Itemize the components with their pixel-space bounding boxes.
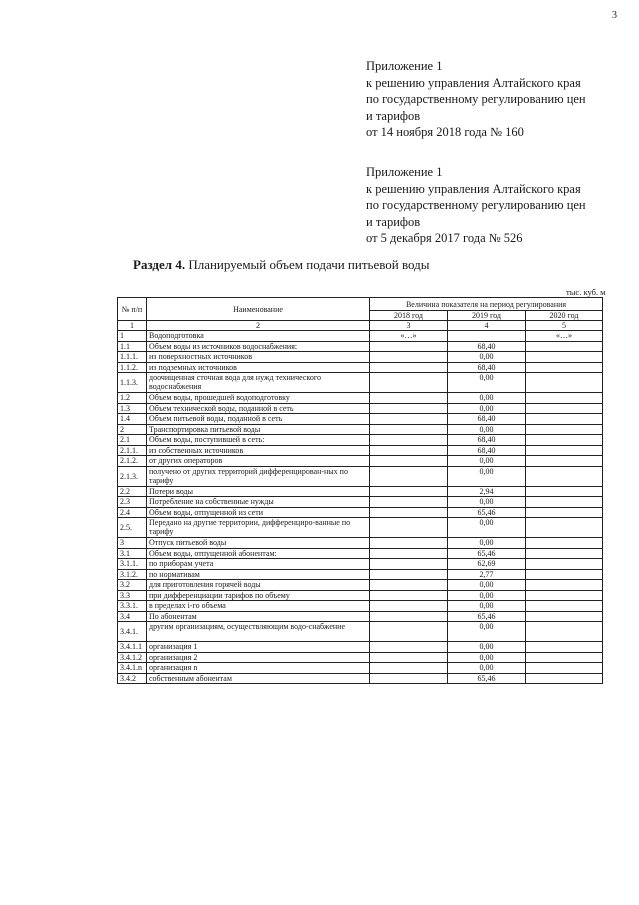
row-value-2020 bbox=[526, 435, 603, 446]
row-value-2020 bbox=[526, 445, 603, 456]
row-value-2018 bbox=[370, 590, 448, 601]
row-name-cell: из подземных источников bbox=[147, 362, 370, 373]
row-value-2018 bbox=[370, 673, 448, 684]
row-value-2018 bbox=[370, 538, 448, 549]
row-value-2019: 0,00 bbox=[448, 456, 526, 467]
annex-line: к решению управления Алтайского края bbox=[366, 181, 581, 196]
row-value-2019: 0,00 bbox=[448, 518, 526, 538]
annex-line: Приложение 1 bbox=[366, 59, 443, 73]
page-number: 3 bbox=[612, 10, 617, 21]
row-value-2018 bbox=[370, 466, 448, 486]
table-row bbox=[118, 424, 603, 435]
row-num-cell: 1.1.3. bbox=[118, 373, 147, 393]
table-row bbox=[118, 486, 603, 497]
row-value-2019: 0,00 bbox=[448, 590, 526, 601]
row-value-2019: 0,00 bbox=[448, 466, 526, 486]
row-value-2020 bbox=[526, 611, 603, 622]
row-value-2019: 0,00 bbox=[448, 393, 526, 404]
row-value-2019: 65,46 bbox=[448, 673, 526, 684]
row-value-2020 bbox=[526, 642, 603, 653]
row-value-2018 bbox=[370, 362, 448, 373]
row-value-2019: 68,40 bbox=[448, 341, 526, 352]
water-supply-table bbox=[117, 297, 603, 684]
row-value-2020 bbox=[526, 559, 603, 570]
row-value-2018 bbox=[370, 497, 448, 508]
table-body bbox=[118, 331, 603, 684]
row-num-cell: 2.2 bbox=[118, 486, 147, 497]
table-row bbox=[118, 362, 603, 373]
row-value-2020 bbox=[526, 538, 603, 549]
header-year-2020: 2020 год bbox=[526, 311, 603, 321]
row-value-2018 bbox=[370, 486, 448, 497]
annex-line: от 14 ноября 2018 года № 160 bbox=[366, 125, 524, 139]
section-label: Раздел 4. bbox=[133, 257, 186, 272]
row-num-cell: 2.1.2. bbox=[118, 456, 147, 467]
table-row bbox=[118, 414, 603, 425]
row-name-cell: Объем воды, отпущенной из сети bbox=[147, 507, 370, 518]
row-value-2019: 0,00 bbox=[448, 373, 526, 393]
row-name-cell: от других операторов bbox=[147, 456, 370, 467]
row-value-2020 bbox=[526, 341, 603, 352]
row-value-2020 bbox=[526, 580, 603, 591]
table-row bbox=[118, 652, 603, 663]
table-row bbox=[118, 580, 603, 591]
table-row bbox=[118, 569, 603, 580]
table-row bbox=[118, 393, 603, 404]
row-name-cell: по приборам учета bbox=[147, 559, 370, 570]
row-name-cell: организация n bbox=[147, 663, 370, 674]
row-num-cell: 3.4.1.1 bbox=[118, 642, 147, 653]
table-row bbox=[118, 642, 603, 653]
row-name-cell: Передано на другие территории, дифференциро-ванные по тарифу bbox=[147, 518, 370, 538]
row-value-2019: 0,00 bbox=[448, 601, 526, 612]
index-cell: 1 bbox=[118, 321, 147, 331]
row-name-cell: доочищенная сточная вода для нужд технического водоснабжения bbox=[147, 373, 370, 393]
row-name-cell: другим организациям, осуществляющим водо-снабжение bbox=[147, 622, 370, 642]
row-value-2019: 0,00 bbox=[448, 580, 526, 591]
row-num-cell: 3.1 bbox=[118, 548, 147, 559]
row-value-2018 bbox=[370, 403, 448, 414]
table-row bbox=[118, 497, 603, 508]
row-value-2018 bbox=[370, 559, 448, 570]
row-value-2020 bbox=[526, 414, 603, 425]
row-name-cell: Объем воды из источников водоснабжения: bbox=[147, 341, 370, 352]
row-value-2019: 0,00 bbox=[448, 424, 526, 435]
row-num-cell: 3.1.1. bbox=[118, 559, 147, 570]
row-num-cell: 2.3 bbox=[118, 497, 147, 508]
row-value-2019: 0,00 bbox=[448, 538, 526, 549]
annex-line: к решению управления Алтайского края bbox=[366, 75, 581, 90]
row-value-2019: 0,00 bbox=[448, 403, 526, 414]
row-value-2018 bbox=[370, 548, 448, 559]
row-value-2018 bbox=[370, 642, 448, 653]
units-label: тыс. куб. м bbox=[566, 287, 606, 297]
row-num-cell: 1.2 bbox=[118, 393, 147, 404]
table-row bbox=[118, 373, 603, 393]
row-value-2018 bbox=[370, 663, 448, 674]
row-num-cell: 3.3 bbox=[118, 590, 147, 601]
index-cell: 4 bbox=[448, 321, 526, 331]
row-value-2019: 68,40 bbox=[448, 362, 526, 373]
row-value-2020 bbox=[526, 466, 603, 486]
row-name-cell: по нормативам bbox=[147, 569, 370, 580]
row-num-cell: 1 bbox=[118, 331, 147, 342]
annex-line: и тарифов bbox=[366, 108, 421, 123]
row-value-2020 bbox=[526, 601, 603, 612]
row-value-2019: 0,00 bbox=[448, 652, 526, 663]
row-name-cell: Объем воды, отпущенной абонентам: bbox=[147, 548, 370, 559]
header-name: Наименование bbox=[147, 298, 370, 321]
table-row bbox=[118, 466, 603, 486]
row-value-2020 bbox=[526, 663, 603, 674]
row-name-cell: для приготовления горячей воды bbox=[147, 580, 370, 591]
table-row bbox=[118, 663, 603, 674]
row-value-2020 bbox=[526, 424, 603, 435]
row-value-2020 bbox=[526, 362, 603, 373]
row-num-cell: 3.4.1.n bbox=[118, 663, 147, 674]
row-name-cell: Объем воды, поступившей в сеть: bbox=[147, 435, 370, 446]
row-value-2020 bbox=[526, 652, 603, 663]
row-name-cell: получено от других территорий дифференцирован-ных по тарифу bbox=[147, 466, 370, 486]
row-value-2020 bbox=[526, 403, 603, 414]
row-value-2018 bbox=[370, 652, 448, 663]
row-num-cell: 3.3.1. bbox=[118, 601, 147, 612]
row-num-cell: 1.4 bbox=[118, 414, 147, 425]
row-value-2019: 0,00 bbox=[448, 642, 526, 653]
row-name-cell: из собственных источников bbox=[147, 445, 370, 456]
row-value-2018 bbox=[370, 580, 448, 591]
row-name-cell: Объем технической воды, поданной в сеть bbox=[147, 403, 370, 414]
row-value-2019: 68,40 bbox=[448, 445, 526, 456]
row-num-cell: 3 bbox=[118, 538, 147, 549]
row-value-2020 bbox=[526, 486, 603, 497]
row-value-2018 bbox=[370, 622, 448, 642]
header-num: № п/п bbox=[118, 298, 147, 321]
annex-block-2 bbox=[366, 164, 586, 247]
annex-line: Приложение 1 bbox=[366, 165, 443, 179]
row-num-cell: 2 bbox=[118, 424, 147, 435]
row-value-2019: 0,00 bbox=[448, 352, 526, 363]
table-row bbox=[118, 673, 603, 684]
row-value-2018 bbox=[370, 445, 448, 456]
row-num-cell: 2.1.3. bbox=[118, 466, 147, 486]
row-value-2018 bbox=[370, 507, 448, 518]
row-num-cell: 3.4 bbox=[118, 611, 147, 622]
table-row bbox=[118, 611, 603, 622]
row-value-2020 bbox=[526, 569, 603, 580]
row-value-2019: 0,00 bbox=[448, 497, 526, 508]
row-value-2019: 65,46 bbox=[448, 611, 526, 622]
table-row bbox=[118, 518, 603, 538]
row-value-2019: 68,40 bbox=[448, 435, 526, 446]
annex-line: и тарифов bbox=[366, 214, 421, 229]
table-row bbox=[118, 456, 603, 467]
row-value-2020 bbox=[526, 548, 603, 559]
row-value-2018 bbox=[370, 611, 448, 622]
table-row bbox=[118, 601, 603, 612]
row-name-cell: организация 1 bbox=[147, 642, 370, 653]
row-value-2020 bbox=[526, 352, 603, 363]
row-name-cell: Потребление на собственные нужды bbox=[147, 497, 370, 508]
index-cell: 3 bbox=[370, 321, 448, 331]
row-value-2018 bbox=[370, 601, 448, 612]
row-value-2019: 62,69 bbox=[448, 559, 526, 570]
table-row bbox=[118, 559, 603, 570]
table-row bbox=[118, 548, 603, 559]
row-name-cell: из поверхностных источников bbox=[147, 352, 370, 363]
table-row bbox=[118, 538, 603, 549]
table-row bbox=[118, 590, 603, 601]
row-num-cell: 3.1.2. bbox=[118, 569, 147, 580]
row-num-cell: 1.1 bbox=[118, 341, 147, 352]
header-year-2018: 2018 год bbox=[370, 311, 448, 321]
row-num-cell: 3.4.1.2 bbox=[118, 652, 147, 663]
row-num-cell: 3.4.2 bbox=[118, 673, 147, 684]
row-value-2020 bbox=[526, 590, 603, 601]
section-heading: Планируемый объем подачи питьевой воды bbox=[188, 257, 430, 272]
row-value-2020 bbox=[526, 456, 603, 467]
row-name-cell: Отпуск питьевой воды bbox=[147, 538, 370, 549]
section-title bbox=[133, 257, 430, 273]
table-row bbox=[118, 403, 603, 414]
row-name-cell: Объем питьевой воды, поданной в сеть bbox=[147, 414, 370, 425]
row-value-2018 bbox=[370, 414, 448, 425]
table-row bbox=[118, 435, 603, 446]
row-value-2018 bbox=[370, 456, 448, 467]
row-value-2018 bbox=[370, 341, 448, 352]
row-value-2018 bbox=[370, 569, 448, 580]
row-value-2020 bbox=[526, 373, 603, 393]
row-name-cell: Транспортировка питьевой воды bbox=[147, 424, 370, 435]
row-value-2019: 0,00 bbox=[448, 663, 526, 674]
row-num-cell: 3.4.1. bbox=[118, 622, 147, 642]
row-value-2020 bbox=[526, 673, 603, 684]
table-row bbox=[118, 331, 603, 342]
row-name-cell: собственным абонентам bbox=[147, 673, 370, 684]
row-num-cell: 2.1 bbox=[118, 435, 147, 446]
row-name-cell: Объем воды, прошедшей водоподготовку bbox=[147, 393, 370, 404]
table-row bbox=[118, 507, 603, 518]
row-value-2019: 0,00 bbox=[448, 622, 526, 642]
row-num-cell: 3.2 bbox=[118, 580, 147, 591]
row-value-2018 bbox=[370, 352, 448, 363]
row-value-2020 bbox=[526, 622, 603, 642]
row-name-cell: По абонентам bbox=[147, 611, 370, 622]
row-num-cell: 2.1.1. bbox=[118, 445, 147, 456]
row-value-2018 bbox=[370, 435, 448, 446]
table-row bbox=[118, 622, 603, 642]
row-value-2019: 68,40 bbox=[448, 414, 526, 425]
row-value-2018 bbox=[370, 518, 448, 538]
row-value-2020 bbox=[526, 507, 603, 518]
row-value-2019: 65,46 bbox=[448, 507, 526, 518]
row-num-cell: 1.3 bbox=[118, 403, 147, 414]
row-value-2020 bbox=[526, 497, 603, 508]
header-year-2019: 2019 год bbox=[448, 311, 526, 321]
header-period: Величина показателя на период регулирования bbox=[370, 298, 603, 311]
row-value-2019 bbox=[448, 331, 526, 342]
table-row bbox=[118, 445, 603, 456]
row-value-2020 bbox=[526, 518, 603, 538]
row-num-cell: 2.5. bbox=[118, 518, 147, 538]
row-name-cell: в пределах i-го объема bbox=[147, 601, 370, 612]
table-row bbox=[118, 341, 603, 352]
row-value-2018 bbox=[370, 424, 448, 435]
annex-block-1 bbox=[366, 58, 586, 141]
row-value-2018: «…» bbox=[370, 331, 448, 342]
annex-line: по государственному регулированию цен bbox=[366, 198, 586, 212]
row-num-cell: 2.4 bbox=[118, 507, 147, 518]
row-name-cell: при дифференциации тарифов по объему bbox=[147, 590, 370, 601]
row-value-2019: 65,46 bbox=[448, 548, 526, 559]
row-value-2020 bbox=[526, 393, 603, 404]
row-value-2020: «…» bbox=[526, 331, 603, 342]
row-value-2018 bbox=[370, 373, 448, 393]
row-value-2019: 2,94 bbox=[448, 486, 526, 497]
row-num-cell: 1.1.2. bbox=[118, 362, 147, 373]
table-row bbox=[118, 352, 603, 363]
annex-line: по государственному регулированию цен bbox=[366, 92, 586, 106]
row-name-cell: организация 2 bbox=[147, 652, 370, 663]
row-name-cell: Потери воды bbox=[147, 486, 370, 497]
row-num-cell: 1.1.1. bbox=[118, 352, 147, 363]
row-value-2018 bbox=[370, 393, 448, 404]
annex-line: от 5 декабря 2017 года № 526 bbox=[366, 231, 523, 245]
index-cell: 5 bbox=[526, 321, 603, 331]
index-cell: 2 bbox=[147, 321, 370, 331]
row-value-2019: 2,77 bbox=[448, 569, 526, 580]
row-name-cell: Водоподготовка bbox=[147, 331, 370, 342]
